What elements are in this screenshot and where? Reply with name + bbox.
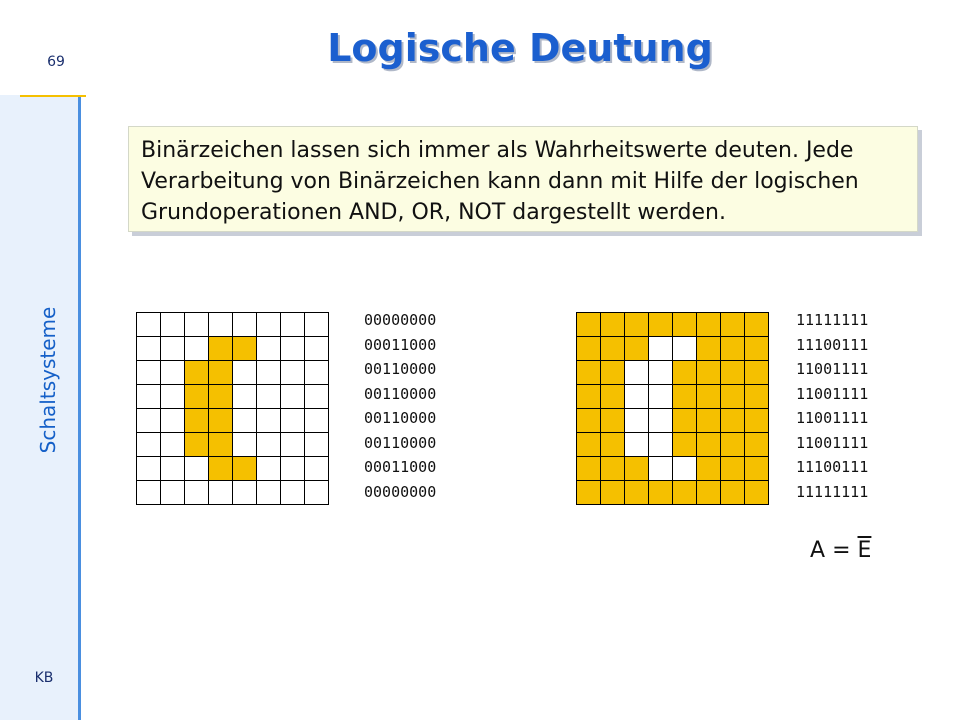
grid-cell	[721, 385, 745, 409]
grid-cell	[649, 433, 673, 457]
grid-cell	[697, 313, 721, 337]
grid-cell	[577, 457, 601, 481]
grid-cell	[137, 409, 161, 433]
grid-cell	[305, 313, 329, 337]
grid-cell	[185, 433, 209, 457]
grid-cell	[257, 457, 281, 481]
grid-cell	[257, 385, 281, 409]
grid-cell	[649, 337, 673, 361]
grid-cell	[209, 385, 233, 409]
grid-cell	[281, 481, 305, 505]
grid-cell	[649, 409, 673, 433]
grid-cell	[745, 385, 769, 409]
grid-cell	[137, 433, 161, 457]
grid-cell	[697, 337, 721, 361]
grid-cell	[137, 361, 161, 385]
grid-cell	[233, 313, 257, 337]
grid-cell	[673, 433, 697, 457]
grid-cell	[209, 361, 233, 385]
callout-box	[128, 126, 918, 232]
grid-cell	[185, 337, 209, 361]
grid-cell	[161, 409, 185, 433]
grid-cell	[697, 457, 721, 481]
grid-cell	[281, 313, 305, 337]
grid-cell	[673, 481, 697, 505]
grid-cell	[161, 313, 185, 337]
formula-lhs: A	[810, 538, 826, 563]
grid-cell	[209, 313, 233, 337]
grid-cell	[577, 337, 601, 361]
grid-cell	[281, 337, 305, 361]
grid-cell	[649, 385, 673, 409]
grid-cell	[233, 481, 257, 505]
grid-cell	[161, 481, 185, 505]
grid-cell	[601, 337, 625, 361]
grid-cell	[625, 409, 649, 433]
grid-cell	[233, 457, 257, 481]
grid-cell	[137, 385, 161, 409]
binary-code-row: 11111111	[796, 311, 869, 329]
grid-cell	[625, 361, 649, 385]
grid-cell	[137, 481, 161, 505]
grid-cell	[185, 481, 209, 505]
grid-cell	[281, 409, 305, 433]
grid-cell	[625, 481, 649, 505]
grid-cell	[257, 337, 281, 361]
binary-code-row: 00110000	[364, 433, 437, 452]
grid-cell	[161, 457, 185, 481]
left-binary-codes	[364, 308, 436, 504]
grid-cell	[577, 409, 601, 433]
grid-cell	[601, 457, 625, 481]
binary-code-row: 00000000	[364, 482, 437, 501]
left-bit-grid	[136, 312, 329, 505]
binary-code-row: 00110000	[364, 409, 437, 427]
binary-code-row: 11111111	[796, 482, 869, 501]
binary-code-row: 11100111	[796, 458, 869, 476]
grid-cell	[721, 433, 745, 457]
grid-cell	[601, 433, 625, 457]
grid-cell	[305, 433, 329, 457]
grid-cell	[745, 481, 769, 505]
side-label: Schaltsysteme	[36, 306, 60, 454]
grid-cell	[185, 385, 209, 409]
grid-cell	[281, 433, 305, 457]
grid-cell	[649, 481, 673, 505]
grid-cell	[649, 457, 673, 481]
grid-cell	[625, 337, 649, 361]
binary-code-row: 11100111	[796, 335, 869, 354]
grid-cell	[161, 433, 185, 457]
grid-cell	[721, 361, 745, 385]
binary-code-row: 11001111	[796, 384, 869, 403]
grid-cell	[601, 385, 625, 409]
grid-cell	[697, 481, 721, 505]
grid-cell	[233, 385, 257, 409]
page-number-rule	[20, 95, 86, 97]
grid-cell	[257, 481, 281, 505]
grid-cell	[625, 457, 649, 481]
grid-cell	[721, 481, 745, 505]
grid-cell	[137, 313, 161, 337]
grid-cell	[745, 337, 769, 361]
binary-code-row: 00011000	[364, 458, 437, 476]
callout-text: Binärzeichen lassen sich immer als Wahrheitswerte deuten. Jede Verarbeitung von Binärzeichen kann dann mit Hilfe der logischen Grundoperationen AND, OR, NOT dargestellt werden.	[141, 138, 859, 225]
grid-cell	[233, 361, 257, 385]
binary-code-row: 00000000	[364, 311, 437, 329]
grid-cell	[257, 361, 281, 385]
grid-cell	[625, 313, 649, 337]
grid-cell	[745, 433, 769, 457]
binary-code-row: 11001111	[796, 360, 869, 378]
grid-cell	[209, 433, 233, 457]
grid-cell	[281, 385, 305, 409]
side-rule	[78, 0, 81, 720]
formula-eq: =	[832, 538, 851, 563]
grid-cell	[233, 337, 257, 361]
grid-cell	[209, 457, 233, 481]
grid-cell	[161, 361, 185, 385]
grid-cell	[161, 337, 185, 361]
grid-cell	[721, 457, 745, 481]
grid-cell	[305, 361, 329, 385]
grid-cell	[257, 433, 281, 457]
grid-cell	[673, 337, 697, 361]
grid-cell	[305, 409, 329, 433]
grid-cell	[721, 337, 745, 361]
grid-cell	[673, 457, 697, 481]
grid-cell	[161, 385, 185, 409]
grid-cell	[673, 409, 697, 433]
grid-cell	[577, 313, 601, 337]
grid-cell	[721, 313, 745, 337]
formula	[810, 538, 871, 563]
grid-cell	[281, 457, 305, 481]
grid-cell	[305, 481, 329, 505]
binary-code-row: 11001111	[796, 433, 869, 452]
grid-cell	[257, 313, 281, 337]
binary-code-row: 00110000	[364, 384, 437, 403]
binary-code-row: 00011000	[364, 335, 437, 354]
grid-cell	[649, 361, 673, 385]
grid-cell	[673, 361, 697, 385]
grid-cell	[745, 313, 769, 337]
grid-cell	[185, 457, 209, 481]
page-number: 69	[47, 54, 65, 70]
grid-cell	[577, 481, 601, 505]
grid-cell	[601, 361, 625, 385]
grid-cell	[281, 361, 305, 385]
grid-cell	[745, 457, 769, 481]
grid-cell	[625, 433, 649, 457]
slide-title: Logische Deutung	[327, 26, 713, 70]
formula-rhs: $\overline{E}$	[857, 538, 872, 563]
grid-cell	[137, 457, 161, 481]
grid-cell	[673, 385, 697, 409]
grid-cell	[649, 313, 673, 337]
grid-cell	[305, 385, 329, 409]
grid-cell	[601, 409, 625, 433]
grid-cell	[233, 409, 257, 433]
grid-cell	[233, 433, 257, 457]
grid-cell	[721, 409, 745, 433]
right-bit-grid	[576, 312, 769, 505]
grid-cell	[185, 313, 209, 337]
grid-cell	[257, 409, 281, 433]
grid-cell	[697, 385, 721, 409]
grid-cell	[305, 337, 329, 361]
grid-cell	[577, 361, 601, 385]
grid-cell	[209, 481, 233, 505]
grid-cell	[601, 313, 625, 337]
binary-code-row: 00110000	[364, 360, 437, 378]
page-number-box	[0, 0, 86, 95]
grid-cell	[697, 361, 721, 385]
grid-cell	[673, 313, 697, 337]
grid-cell	[697, 433, 721, 457]
right-binary-codes	[796, 308, 868, 504]
grid-cell	[185, 361, 209, 385]
grid-cell	[745, 361, 769, 385]
grid-cell	[185, 409, 209, 433]
grid-cell	[209, 337, 233, 361]
grid-cell	[305, 457, 329, 481]
grid-cell	[697, 409, 721, 433]
grid-cell	[625, 385, 649, 409]
author-initials: KB	[34, 670, 54, 686]
grid-cell	[601, 481, 625, 505]
binary-code-row: 11001111	[796, 409, 869, 427]
grid-cell	[137, 337, 161, 361]
grid-cell	[745, 409, 769, 433]
grid-cell	[577, 385, 601, 409]
grid-cell	[577, 433, 601, 457]
grid-cell	[209, 409, 233, 433]
